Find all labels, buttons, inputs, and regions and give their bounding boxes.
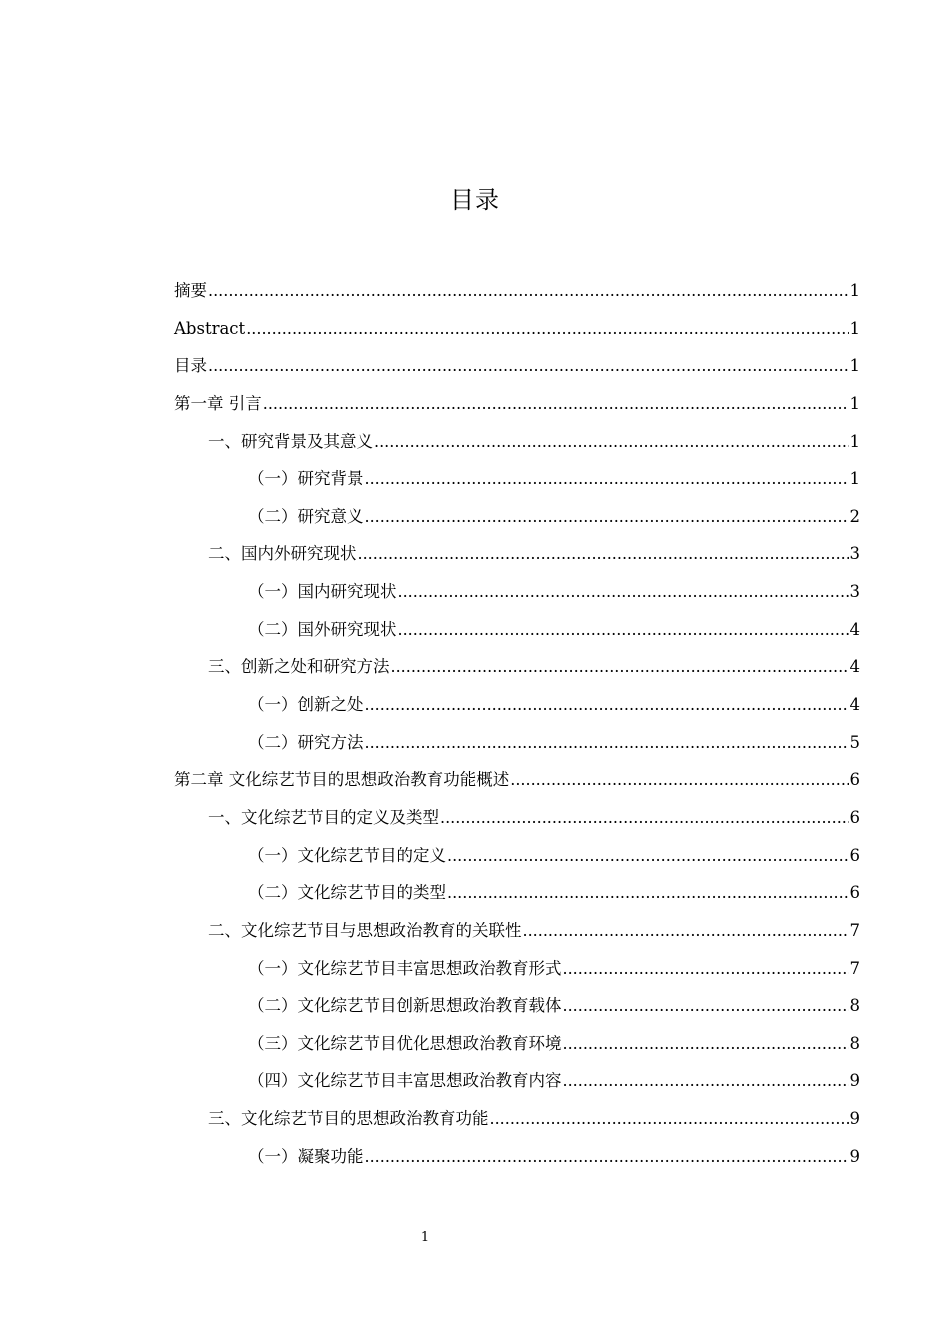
- toc-entry-label: 一、文化综艺节目的定义及类型: [208, 807, 439, 827]
- toc-leader-dots: [398, 617, 849, 643]
- toc-entry-number: （三）: [248, 1033, 298, 1053]
- toc-entry-subsection: [174, 1144, 860, 1182]
- toc-entry-page: 6: [849, 845, 860, 865]
- toc-leader-dots: [246, 316, 848, 342]
- toc-entry-label: 文化综艺节目丰富思想政治教育内容: [297, 1071, 562, 1091]
- toc-entry-label: 摘要: [174, 281, 207, 300]
- toc-entry-label: 三、文化综艺节目的思想政治教育功能: [208, 1109, 489, 1129]
- toc-leader-dots: [563, 1031, 849, 1057]
- toc-entry-page: 8: [849, 996, 860, 1016]
- toc-leader-dots: [563, 1068, 849, 1094]
- toc-entry-section: [174, 918, 860, 956]
- toc-leader-dots: [447, 880, 849, 906]
- toc-entry-page: 9: [849, 1109, 860, 1129]
- toc-entry-section: [174, 541, 860, 579]
- table-of-contents: [174, 278, 860, 1181]
- toc-leader-dots: [365, 466, 849, 492]
- toc-entry-page: 3: [849, 582, 860, 602]
- toc-entry-section: [174, 1106, 860, 1144]
- toc-entry-page: 1: [849, 393, 860, 413]
- toc-entry-page: 1: [849, 431, 860, 451]
- toc-entry-number: （一）: [248, 582, 298, 602]
- toc-entry-page: 6: [849, 807, 860, 827]
- toc-entry-chapter-1: [174, 391, 860, 429]
- toc-leader-dots: [391, 654, 849, 680]
- toc-entry-label: 文化综艺节目的定义: [297, 845, 446, 865]
- toc-entry-page: 7: [849, 920, 860, 940]
- toc-entry-page: 4: [849, 695, 860, 715]
- toc-entry-subsection: [174, 843, 860, 881]
- toc-leader-dots: [263, 391, 849, 417]
- toc-leader-dots: [563, 993, 849, 1019]
- toc-entry-label: 研究意义: [297, 506, 364, 526]
- toc-entry-page: 1: [849, 469, 860, 489]
- toc-entry-label: 研究背景: [297, 469, 364, 489]
- toc-entry-number: （二）: [248, 506, 298, 526]
- toc-entry-subsection: [174, 692, 860, 730]
- toc-leader-dots: [365, 730, 849, 756]
- toc-entry-chapter-2: [174, 767, 860, 805]
- toc-entry-page: 7: [849, 958, 860, 978]
- page-number: 1: [420, 1230, 430, 1245]
- toc-entry-abstract-en: [174, 316, 860, 354]
- toc-entry-number: （二）: [248, 883, 298, 903]
- toc-entry-label: 第一章 引言: [174, 393, 262, 413]
- page-title: 目录: [450, 186, 500, 214]
- toc-entry-page: 4: [849, 619, 860, 639]
- toc-entry-page: 4: [849, 657, 860, 677]
- toc-entry-section: [174, 654, 860, 692]
- toc-entry-label: 二、国内外研究现状: [208, 544, 357, 564]
- toc-entry-label: 文化综艺节目创新思想政治教育载体: [297, 996, 562, 1016]
- toc-entry-page: 8: [849, 1033, 860, 1053]
- toc-entry-subsection: [174, 579, 860, 617]
- toc-entry-subsection: [174, 617, 860, 655]
- toc-entry-page: 1: [849, 281, 860, 300]
- toc-entry-section: [174, 805, 860, 843]
- toc-entry-label: 三、创新之处和研究方法: [208, 657, 390, 677]
- toc-leader-dots: [440, 805, 849, 831]
- toc-entry-page: 3: [849, 544, 860, 564]
- toc-entry-number: （一）: [248, 958, 298, 978]
- toc-leader-dots: [490, 1106, 849, 1132]
- toc-entry-page: 9: [849, 1071, 860, 1091]
- toc-entry-page: 2: [849, 506, 860, 526]
- toc-entry-label: 文化综艺节目的类型: [297, 883, 446, 903]
- toc-entry-label: 文化综艺节目丰富思想政治教育形式: [297, 958, 562, 978]
- toc-entry-contents: [174, 353, 860, 391]
- toc-leader-dots: [447, 843, 849, 869]
- toc-entry-page: 6: [849, 770, 860, 790]
- toc-leader-dots: [365, 1144, 849, 1170]
- toc-entry-number: （二）: [248, 619, 298, 639]
- toc-entry-section: [174, 429, 860, 467]
- toc-leader-dots: [523, 918, 849, 944]
- toc-entry-label: 二、文化综艺节目与思想政治教育的关联性: [208, 920, 522, 940]
- toc-leader-dots: [208, 278, 849, 304]
- toc-entry-page: 1: [849, 318, 860, 338]
- toc-entry-label: 创新之处: [297, 695, 364, 715]
- toc-entry-number: （四）: [248, 1071, 298, 1091]
- toc-leader-dots: [365, 504, 849, 530]
- toc-entry-subsection: [174, 880, 860, 918]
- toc-entry-page: 5: [849, 732, 860, 752]
- toc-entry-label: 第二章 文化综艺节目的思想政治教育功能概述: [174, 770, 510, 790]
- toc-entry-number: （一）: [248, 845, 298, 865]
- toc-entry-label: 研究方法: [297, 732, 364, 752]
- toc-entry-label: Abstract: [174, 318, 246, 338]
- toc-entry-label: 一、研究背景及其意义: [208, 431, 373, 451]
- toc-entry-number: （二）: [248, 996, 298, 1016]
- toc-leader-dots: [398, 579, 849, 605]
- toc-entry-page: 1: [849, 356, 860, 376]
- toc-entry-label: 国外研究现状: [297, 619, 397, 639]
- toc-leader-dots: [374, 429, 849, 455]
- toc-entry-subsection: [174, 730, 860, 768]
- toc-entry-subsection: [174, 504, 860, 542]
- toc-entry-label: 目录: [174, 356, 207, 376]
- toc-entry-number: （一）: [248, 695, 298, 715]
- toc-entry-number: （二）: [248, 732, 298, 752]
- toc-entry-label: 文化综艺节目优化思想政治教育环境: [297, 1033, 562, 1053]
- toc-entry-label: 凝聚功能: [297, 1146, 364, 1166]
- toc-leader-dots: [563, 956, 849, 982]
- toc-entry-subsection: [174, 1068, 860, 1106]
- toc-entry-subsection: [174, 956, 860, 994]
- toc-entry-page: 9: [849, 1146, 860, 1166]
- toc-entry-subsection: [174, 993, 860, 1031]
- toc-entry-subsection: [174, 466, 860, 504]
- toc-leader-dots: [358, 541, 849, 567]
- toc-entry-number: （一）: [248, 469, 298, 489]
- toc-leader-dots: [365, 692, 849, 718]
- toc-entry-label: 国内研究现状: [297, 582, 397, 602]
- toc-entry-number: （一）: [248, 1146, 298, 1166]
- toc-entry-page: 6: [849, 883, 860, 903]
- toc-entry-subsection: [174, 1031, 860, 1069]
- toc-entry-abstract-cn: [174, 278, 860, 316]
- toc-leader-dots: [510, 767, 848, 793]
- toc-leader-dots: [208, 353, 849, 379]
